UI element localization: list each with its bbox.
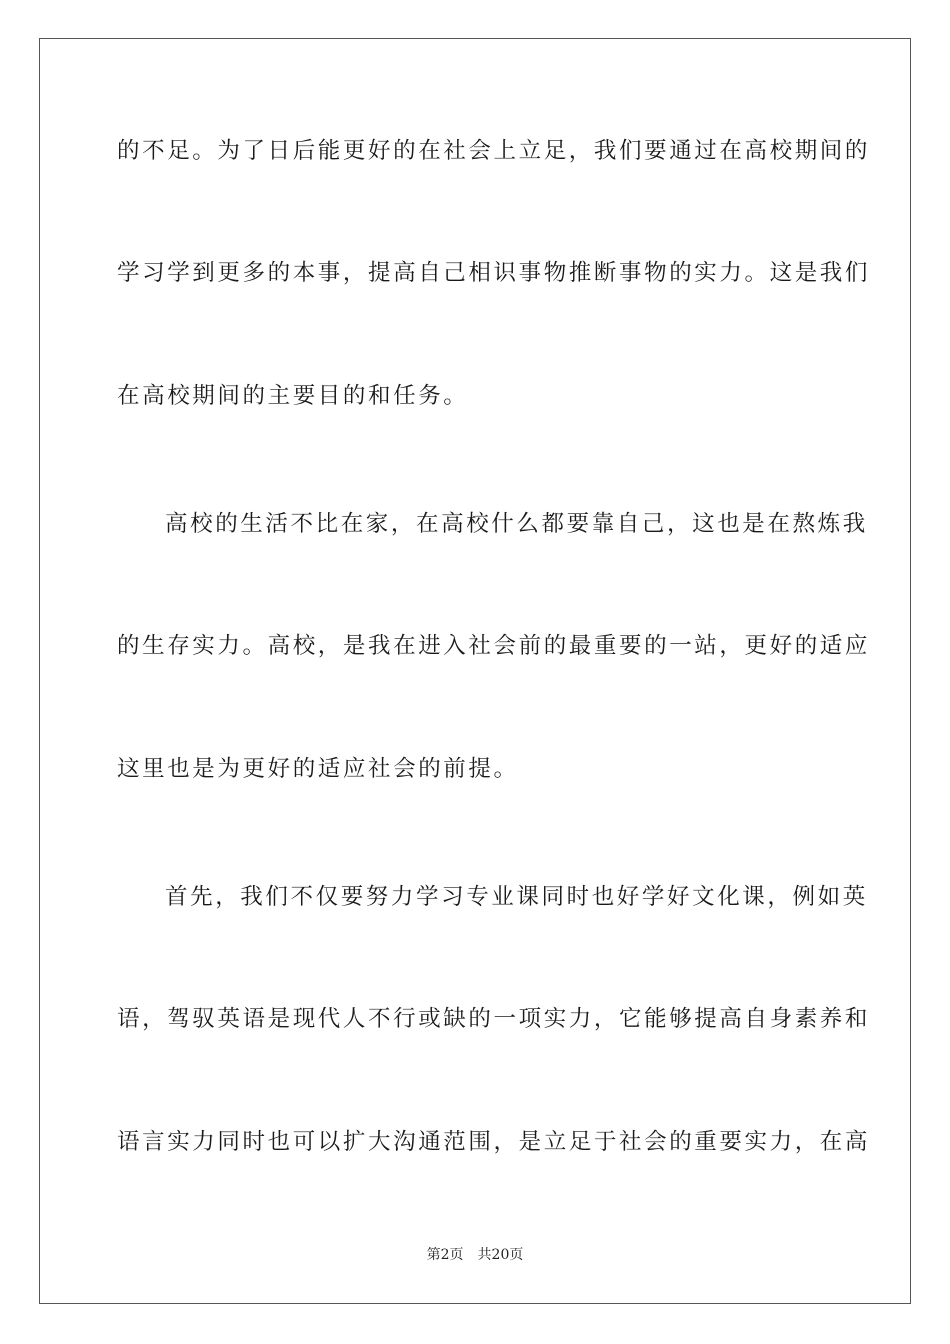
page-number: 第2页	[426, 1247, 464, 1263]
page-footer	[0, 1245, 950, 1265]
text-line-3: 在高校期间的主要目的和任务。	[117, 383, 469, 409]
paragraph-3-line-1: 首先，我们不仅要努力学习专业课同时也好学好文化课，例如英	[165, 884, 868, 910]
paragraph-2-line-1: 高校的生活不比在家，在高校什么都要靠自己，这也是在熬炼我	[165, 511, 868, 537]
page-total: 共20页	[477, 1247, 524, 1263]
text-line-5: 的生存实力。高校，是我在进入社会前的最重要的一站，更好的适应	[117, 633, 871, 659]
text-line-9: 语言实力同时也可以扩大沟通范围，是立足于社会的重要实力，在高	[117, 1129, 871, 1155]
text-line-6: 这里也是为更好的适应社会的前提。	[117, 756, 519, 782]
text-line-1: 的不足。为了日后能更好的在社会上立足，我们要通过在高校期间的	[117, 138, 871, 164]
text-line-2: 学习学到更多的本事，提高自己相识事物推断事物的实力。这是我们	[117, 260, 871, 286]
text-line-8: 语，驾驭英语是现代人不行或缺的一项实力，它能够提高自身素养和	[117, 1006, 871, 1032]
page-border	[39, 38, 911, 1304]
